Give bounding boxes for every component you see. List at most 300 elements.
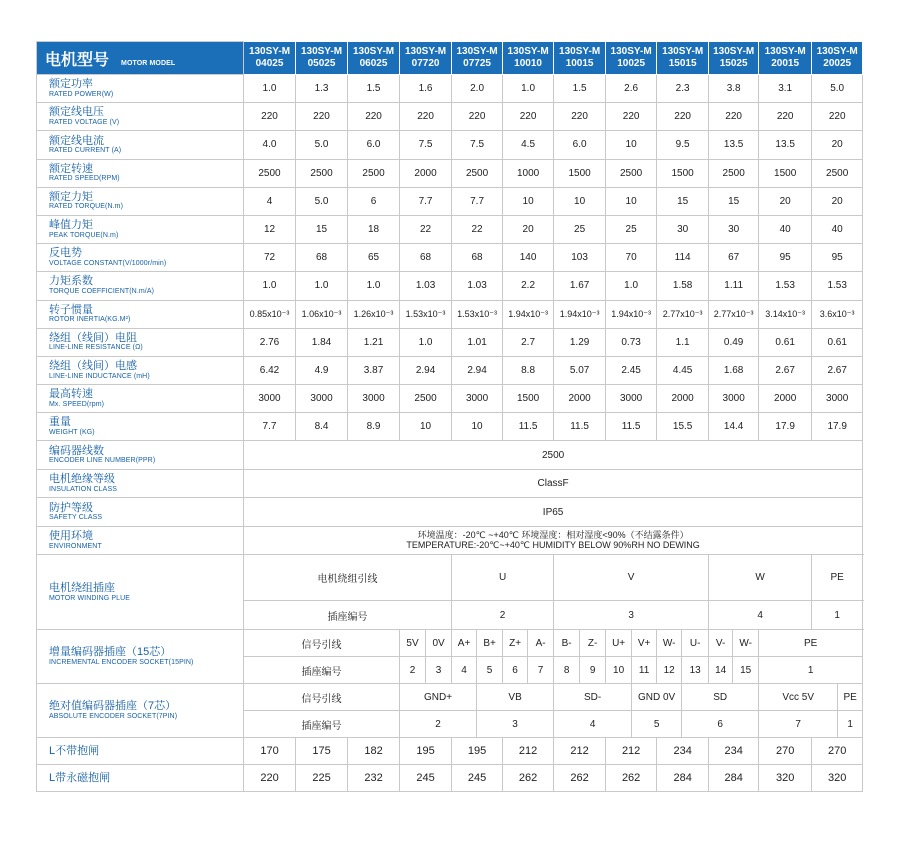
row-label — [37, 441, 244, 470]
model-code: 10025 — [617, 58, 646, 69]
environment-row — [37, 526, 863, 555]
incremental-pin: 13 — [682, 657, 709, 684]
row-label — [37, 300, 244, 328]
row-label — [37, 498, 244, 527]
absolute-signal: SD — [682, 684, 759, 711]
spec-value: 220 — [812, 103, 863, 131]
spec-value: 2500 — [709, 159, 759, 187]
spec-value: 13.5 — [759, 131, 812, 159]
spec-value: 1.53 — [812, 272, 863, 300]
length-value: 175 — [296, 738, 348, 765]
spec-value: 2000 — [554, 385, 606, 413]
row-label — [37, 244, 244, 272]
spec-value: 6.42 — [244, 356, 296, 384]
span-row — [37, 441, 863, 470]
spec-value: 11.5 — [606, 413, 657, 441]
spec-value: 15.5 — [657, 413, 709, 441]
spec-value: 1.5 — [348, 75, 400, 103]
span-value: 2500 — [244, 441, 863, 470]
spec-value: 220 — [452, 103, 503, 131]
model-prefix: 130SY-M — [456, 46, 498, 57]
spec-value: 8.8 — [503, 356, 554, 384]
length-value: 320 — [759, 765, 812, 792]
environment-value — [244, 526, 863, 555]
motor-spec-table — [36, 41, 863, 792]
spec-row — [37, 244, 863, 272]
spec-value: 0.73 — [606, 328, 657, 356]
model-prefix: 130SY-M — [610, 46, 652, 57]
spec-value: 2500 — [296, 159, 348, 187]
span-row — [37, 498, 863, 527]
absolute-pin: 3 — [477, 711, 554, 738]
spec-value: 7.7 — [400, 187, 452, 215]
row-label-zh: 绕组（线间）电感 — [49, 360, 137, 373]
length-value: 195 — [452, 738, 503, 765]
spec-value: 0.61 — [812, 328, 863, 356]
spec-value: 0.61 — [759, 328, 812, 356]
spec-row — [37, 385, 863, 413]
incremental-signal: V+ — [632, 630, 657, 657]
absolute-signal: GND+ — [400, 684, 477, 711]
row-label-zh: 转子惯量 — [49, 303, 93, 316]
absolute-pin: 2 — [400, 711, 477, 738]
absolute-label: 信号引线 — [244, 684, 400, 711]
spec-value: 20 — [812, 187, 863, 215]
spec-value: 1.53x10⁻³ — [400, 300, 452, 328]
row-label-en: TORQUE COEFFICIENT(N.m/A) — [49, 288, 155, 295]
spec-value: 3.1 — [759, 75, 812, 103]
spec-value: 1.03 — [452, 272, 503, 300]
spec-value: 10 — [606, 131, 657, 159]
spec-value: 4.45 — [657, 356, 709, 384]
spec-value: 30 — [657, 215, 709, 243]
row-label-en: ROTOR INERTIA(KG.M²) — [49, 316, 131, 324]
spec-row — [37, 75, 863, 103]
model-header — [606, 42, 657, 75]
row-label — [37, 385, 244, 413]
spec-value: 220 — [606, 103, 657, 131]
absolute-pin: 7 — [759, 711, 838, 738]
spec-value: 2.94 — [400, 356, 452, 384]
spec-value: 20 — [759, 187, 812, 215]
spec-value: 1.53 — [759, 272, 812, 300]
spec-value: 1.0 — [244, 272, 296, 300]
incremental-signal: V- — [709, 630, 733, 657]
spec-value: 15 — [709, 187, 759, 215]
spec-value: 3.87 — [348, 356, 400, 384]
title-zh: 电机型号 — [45, 51, 110, 69]
incremental-signal: W- — [733, 630, 759, 657]
row-label — [37, 131, 244, 159]
spec-row — [37, 103, 863, 131]
length-value: 245 — [400, 765, 452, 792]
incremental-pin: 14 — [709, 657, 733, 684]
spec-value: 67 — [709, 244, 759, 272]
spec-value: 1.94x10⁻³ — [554, 300, 606, 328]
spec-value: 10 — [503, 187, 554, 215]
spec-value: 1.0 — [400, 328, 452, 356]
spec-value: 0.49 — [709, 328, 759, 356]
row-label-en: RATED SPEED(RPM) — [49, 175, 120, 183]
spec-value: 2500 — [348, 159, 400, 187]
length-row — [37, 765, 863, 792]
title-en: MOTOR MODEL — [121, 59, 176, 67]
spec-value: 220 — [400, 103, 452, 131]
spec-value: 1.67 — [554, 272, 606, 300]
spec-value: 1.01 — [452, 328, 503, 356]
spec-value: 8.9 — [348, 413, 400, 441]
row-label-en: WEIGHT (KG) — [49, 428, 95, 436]
length-value: 270 — [812, 738, 863, 765]
row-label — [37, 356, 244, 384]
spec-value: 2000 — [657, 385, 709, 413]
spec-value: 2.6 — [606, 75, 657, 103]
spec-value: 22 — [400, 215, 452, 243]
incremental-pin: 12 — [657, 657, 682, 684]
spec-value: 220 — [554, 103, 606, 131]
row-label — [37, 555, 244, 630]
spec-value: 2500 — [452, 159, 503, 187]
spec-value: 72 — [244, 244, 296, 272]
row-label-en: LINE-LINE INDUCTANCE (mH) — [49, 372, 150, 380]
row-label-zh: 反电势 — [49, 247, 82, 260]
row-label-en: RATED CURRENT (A) — [49, 147, 122, 155]
absolute-row — [37, 684, 863, 711]
spec-row — [37, 131, 863, 159]
incremental-pin: 1 — [759, 657, 863, 684]
spec-value: 220 — [503, 103, 554, 131]
incremental-pin: 9 — [580, 657, 606, 684]
model-code: 15015 — [668, 58, 697, 69]
spec-value: 2.3 — [657, 75, 709, 103]
spec-value: 1.5 — [554, 75, 606, 103]
model-code: 07720 — [411, 58, 440, 69]
spec-value: 2000 — [759, 385, 812, 413]
spec-value: 70 — [606, 244, 657, 272]
spec-value: 95 — [759, 244, 812, 272]
spec-value: 1500 — [503, 385, 554, 413]
spec-value: 68 — [296, 244, 348, 272]
spec-row — [37, 356, 863, 384]
spec-value: 25 — [554, 215, 606, 243]
model-header — [812, 42, 863, 75]
winding-lead: U — [452, 555, 554, 601]
spec-row — [37, 272, 863, 300]
length-value: 320 — [812, 765, 863, 792]
absolute-signal: GND 0V — [632, 684, 682, 711]
row-label-zh: 绝对值编码器插座（7芯） — [49, 700, 177, 713]
spec-value: 1.94x10⁻³ — [606, 300, 657, 328]
model-code: 15025 — [719, 58, 748, 69]
spec-value: 2.2 — [503, 272, 554, 300]
length-value: 195 — [400, 738, 452, 765]
length-value: 270 — [759, 738, 812, 765]
model-prefix: 130SY-M — [662, 46, 704, 57]
model-prefix: 130SY-M — [352, 46, 395, 57]
incremental-signal: 0V — [426, 630, 452, 657]
absolute-signal: VB — [477, 684, 554, 711]
row-label — [37, 75, 244, 103]
spec-value: 1.21 — [348, 328, 400, 356]
model-header — [452, 42, 503, 75]
spec-value: 2.45 — [606, 356, 657, 384]
incremental-signal: Z- — [580, 630, 606, 657]
spec-value: 5.0 — [812, 75, 863, 103]
row-label-zh: 电机绝缘等级 — [49, 473, 115, 486]
environment-en: TEMPERATURE:-20℃~+40℃ HUMIDITY BELOW 90%RH NO DEWING — [406, 539, 700, 550]
length-value: 232 — [348, 765, 400, 792]
spec-value: 1.6 — [400, 75, 452, 103]
spec-value: 2.7 — [503, 328, 554, 356]
spec-value: 1.84 — [296, 328, 348, 356]
incremental-pin: 11 — [632, 657, 657, 684]
model-prefix: 130SY-M — [713, 46, 755, 57]
spec-value: 10 — [606, 187, 657, 215]
row-label-zh: 编码器线数 — [49, 444, 104, 457]
spec-value: 1.0 — [348, 272, 400, 300]
incremental-pin: 15 — [733, 657, 759, 684]
row-label-zh: 使用环境 — [49, 530, 93, 543]
spec-value: 1.0 — [606, 272, 657, 300]
spec-value: 17.9 — [812, 413, 863, 441]
model-header — [554, 42, 606, 75]
spec-value: 1.03 — [400, 272, 452, 300]
spec-value: 6 — [348, 187, 400, 215]
model-code: 07725 — [463, 58, 491, 69]
spec-value: 3000 — [244, 385, 296, 413]
row-label-en: ABSOLUTE ENCODER SOCKET(7PIN) — [49, 713, 178, 721]
winding-lead: PE — [812, 555, 863, 601]
winding-pin: 3 — [554, 601, 709, 630]
spec-row — [37, 159, 863, 187]
spec-value: 3000 — [812, 385, 863, 413]
row-label-en: SAFETY CLASS — [49, 514, 103, 522]
spec-value: 1.0 — [503, 75, 554, 103]
length-value: 220 — [244, 765, 296, 792]
absolute-signal: PE — [838, 684, 863, 711]
incremental-pin: 5 — [477, 657, 503, 684]
absolute-label: 插座编号 — [244, 711, 400, 738]
length-value: 212 — [606, 738, 657, 765]
header-row — [37, 42, 863, 75]
spec-value: 40 — [759, 215, 812, 243]
row-label — [37, 413, 244, 441]
spec-value: 9.5 — [657, 131, 709, 159]
spec-value: 4.9 — [296, 356, 348, 384]
spec-value: 10 — [400, 413, 452, 441]
row-label-zh: 额定线电流 — [49, 134, 104, 147]
spec-value: 6.0 — [348, 131, 400, 159]
length-value: 170 — [244, 738, 296, 765]
spec-value: 103 — [554, 244, 606, 272]
row-label-en: RATED VOLTAGE (V) — [49, 118, 120, 126]
spec-value: 1.11 — [709, 272, 759, 300]
row-label-zh: 防护等级 — [49, 501, 93, 514]
winding-label: 电机绕组引线 — [244, 555, 452, 601]
spec-value: 10 — [554, 187, 606, 215]
row-label-zh: 最高转速 — [49, 388, 93, 401]
incremental-row — [37, 630, 863, 657]
spec-value: 2.76 — [244, 328, 296, 356]
spec-value: 1.68 — [709, 356, 759, 384]
spec-value: 1.06x10⁻³ — [296, 300, 348, 328]
row-label-zh: L带永磁抱闸 — [49, 771, 111, 784]
length-value: 225 — [296, 765, 348, 792]
winding-label: 插座编号 — [244, 601, 452, 630]
spec-value: 40 — [812, 215, 863, 243]
winding-lead: W — [709, 555, 812, 601]
model-prefix: 130SY-M — [507, 46, 549, 57]
row-label-zh: 力矩系数 — [49, 275, 93, 288]
table-title — [37, 42, 244, 75]
spec-value: 220 — [348, 103, 400, 131]
spec-value: 13.5 — [709, 131, 759, 159]
row-label-en: Mx. SPEED(rpm) — [49, 400, 105, 408]
row-label-zh: L不带抱闸 — [49, 744, 100, 757]
spec-value: 5.07 — [554, 356, 606, 384]
environment-zh: 环境温度：-20℃ ~+40℃ 环境湿度：相对湿度<90%（不结露条件） — [417, 529, 689, 540]
spec-value: 11.5 — [503, 413, 554, 441]
absolute-pin: 1 — [838, 711, 863, 738]
incremental-signal: 5V — [400, 630, 426, 657]
spec-value: 2.77x10⁻³ — [657, 300, 709, 328]
incremental-pin: 7 — [528, 657, 554, 684]
model-code: 06025 — [359, 58, 388, 69]
spec-value: 1.94x10⁻³ — [503, 300, 554, 328]
incremental-signal: U- — [682, 630, 709, 657]
row-label — [37, 187, 244, 215]
length-value: 284 — [657, 765, 709, 792]
incremental-label: 插座编号 — [244, 657, 400, 684]
spec-value: 68 — [452, 244, 503, 272]
row-label-en: VOLTAGE CONSTANT(V/1000r/min) — [49, 259, 167, 267]
model-code: 05025 — [307, 58, 336, 69]
spec-value: 0.85x10⁻³ — [244, 300, 296, 328]
spec-value: 220 — [759, 103, 812, 131]
model-header — [759, 42, 812, 75]
spec-row — [37, 300, 863, 328]
spec-value: 1500 — [657, 159, 709, 187]
spec-value: 7.5 — [400, 131, 452, 159]
spec-value: 1.58 — [657, 272, 709, 300]
incremental-signal: W- — [657, 630, 682, 657]
spec-row — [37, 413, 863, 441]
spec-value: 1.3 — [296, 75, 348, 103]
length-row — [37, 738, 863, 765]
spec-value: 2500 — [244, 159, 296, 187]
spec-value: 65 — [348, 244, 400, 272]
spec-value: 220 — [709, 103, 759, 131]
winding-pin: 4 — [709, 601, 812, 630]
row-label — [37, 630, 244, 684]
length-value: 245 — [452, 765, 503, 792]
incremental-pin: 8 — [554, 657, 580, 684]
spec-value: 20 — [503, 215, 554, 243]
spec-value: 5.0 — [296, 187, 348, 215]
spec-value: 22 — [452, 215, 503, 243]
incremental-signal: B+ — [477, 630, 503, 657]
spec-value: 12 — [244, 215, 296, 243]
spec-value: 5.0 — [296, 131, 348, 159]
incremental-signal: A- — [528, 630, 554, 657]
model-prefix: 130SY-M — [248, 46, 291, 57]
spec-value: 2500 — [400, 385, 452, 413]
spec-value: 1500 — [554, 159, 606, 187]
spec-value: 1.0 — [244, 75, 296, 103]
spec-value: 1.0 — [296, 272, 348, 300]
row-label-en: LINE-LINE RESISTANCE (Ω) — [49, 344, 143, 352]
incremental-pin: 2 — [400, 657, 426, 684]
length-value: 212 — [554, 738, 606, 765]
spec-value: 3000 — [709, 385, 759, 413]
spec-value: 3000 — [606, 385, 657, 413]
spec-value: 1500 — [759, 159, 812, 187]
spec-value: 3000 — [348, 385, 400, 413]
spec-value: 3.8 — [709, 75, 759, 103]
spec-value: 140 — [503, 244, 554, 272]
spec-value: 4 — [244, 187, 296, 215]
length-value: 234 — [657, 738, 709, 765]
incremental-pin: 10 — [606, 657, 632, 684]
spec-value: 14.4 — [709, 413, 759, 441]
spec-value: 25 — [606, 215, 657, 243]
span-row — [37, 469, 863, 498]
spec-value: 2.94 — [452, 356, 503, 384]
spec-value: 7.7 — [244, 413, 296, 441]
row-label-zh: 额定功率 — [49, 78, 93, 91]
model-prefix: 130SY-M — [816, 46, 858, 57]
spec-value: 3.14x10⁻³ — [759, 300, 812, 328]
spec-value: 3000 — [452, 385, 503, 413]
length-value: 212 — [503, 738, 554, 765]
row-label-en: INSULATION CLASS — [49, 485, 117, 493]
model-prefix: 130SY-M — [559, 46, 601, 57]
spec-value: 20 — [812, 131, 863, 159]
span-value: ClassF — [244, 469, 863, 498]
row-label — [37, 469, 244, 498]
row-label-zh: 额定转速 — [49, 162, 93, 175]
spec-row — [37, 328, 863, 356]
row-label — [37, 215, 244, 243]
length-value: 182 — [348, 738, 400, 765]
spec-sheet — [36, 41, 862, 792]
spec-value: 114 — [657, 244, 709, 272]
model-header — [348, 42, 400, 75]
absolute-pin: 4 — [554, 711, 632, 738]
incremental-signal: B- — [554, 630, 580, 657]
row-label-en: RATED TORQUE(N.m) — [49, 203, 124, 211]
spec-value: 18 — [348, 215, 400, 243]
spec-value: 2500 — [812, 159, 863, 187]
spec-value: 15 — [657, 187, 709, 215]
spec-value: 2.0 — [452, 75, 503, 103]
row-label — [37, 684, 244, 738]
row-label-en: ENVIRONMENT — [49, 542, 102, 550]
row-label-zh: 绕组（线间）电阻 — [49, 331, 137, 344]
spec-value: 17.9 — [759, 413, 812, 441]
row-label — [37, 272, 244, 300]
row-label-en: ENCODER LINE NUMBER(PPR) — [49, 457, 156, 465]
row-label-en: RATED POWER(W) — [49, 90, 114, 98]
model-code: 20025 — [823, 58, 852, 69]
absolute-signal: SD- — [554, 684, 632, 711]
model-code: 04025 — [255, 58, 284, 69]
spec-value: 4.0 — [244, 131, 296, 159]
spec-value: 1000 — [503, 159, 554, 187]
incremental-signal: U+ — [606, 630, 632, 657]
winding-pin: 2 — [452, 601, 554, 630]
row-label-zh: 额定线电压 — [49, 106, 104, 119]
